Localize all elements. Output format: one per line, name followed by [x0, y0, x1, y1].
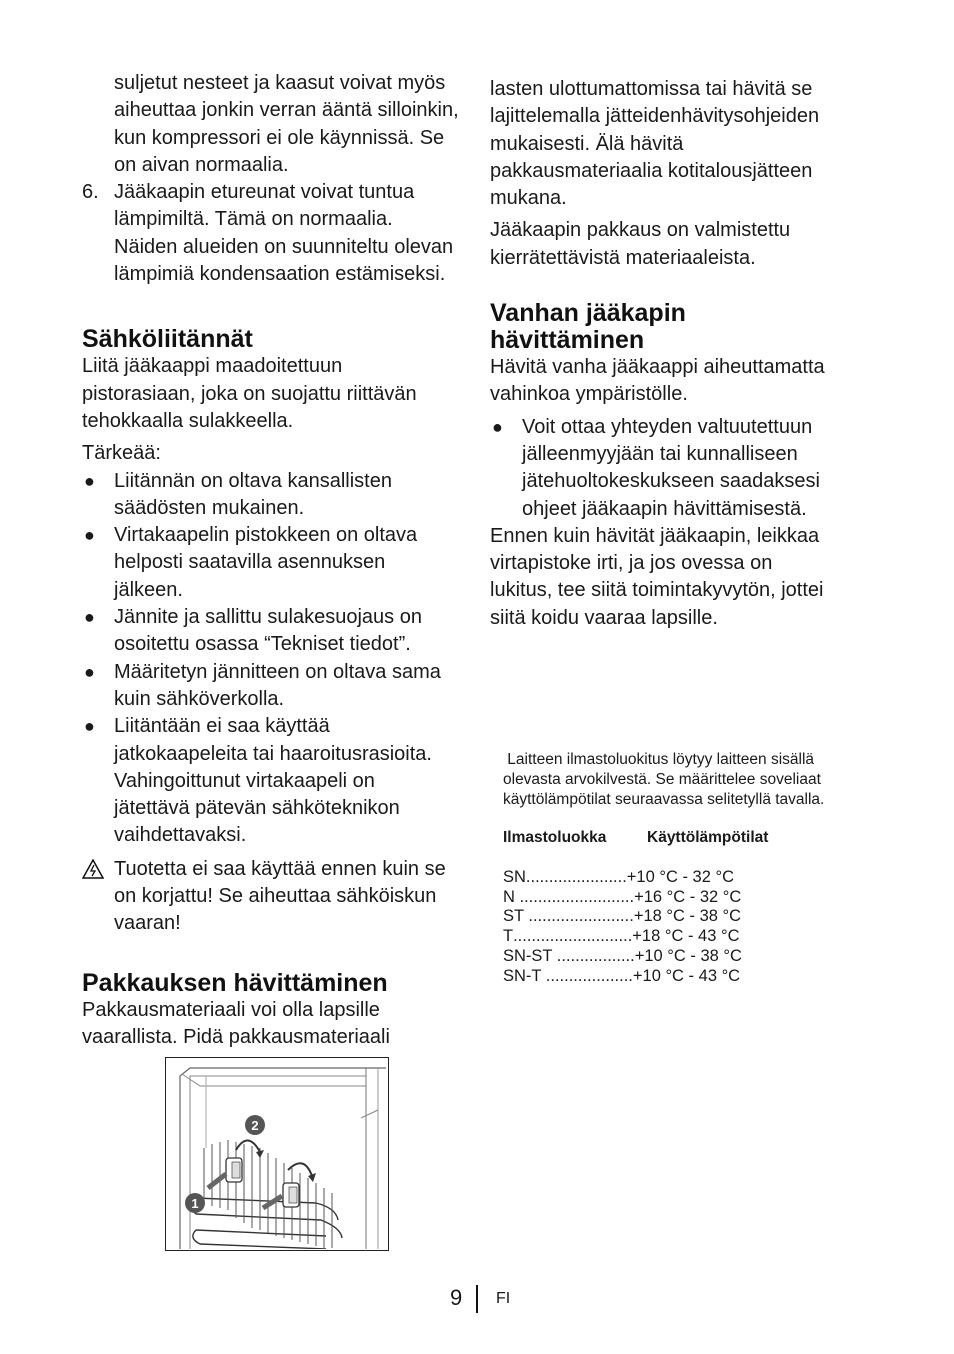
text-line: jatkokaapeleita tai haaroitusrasioita.: [114, 742, 432, 765]
temperature-range: +16 °C - 32 °C: [634, 887, 742, 906]
table-row: [503, 907, 873, 927]
column-header-temperature: Käyttölämpötilat: [647, 829, 769, 846]
bullet-item: [82, 659, 467, 714]
recyclable-paragraph: [490, 217, 865, 272]
left-column: [82, 70, 467, 1051]
text-line: vaihdettavaksi.: [114, 824, 247, 847]
packaging-paragraph: [82, 997, 467, 1052]
door-lock-illustration: [165, 1057, 389, 1251]
table-row: [503, 947, 873, 967]
bullet-item: [82, 713, 467, 849]
text-line: aiheuttaa jonkin verran ääntä silloinkin,: [114, 99, 459, 122]
bullet-icon: ●: [492, 416, 503, 437]
text-line: ohjeet jääkaapin hävittämisestä.: [522, 497, 807, 520]
text-line: Jääkaapin pakkaus on valmistettu: [490, 219, 791, 242]
text-line: lajittelemalla jätteidenhävitysohjeiden: [490, 105, 820, 128]
warning-icon: [82, 859, 104, 887]
text-line: Ennen kuin hävität jääkaapin, leikkaa: [490, 524, 820, 547]
text-line: lämpimiä kondensaation estämiseksi.: [114, 263, 446, 286]
language-code: FI: [496, 1290, 511, 1307]
text-line: Voit ottaa yhteyden valtuutettuun: [522, 415, 813, 438]
temperature-range: +10 °C - 38 °C: [634, 946, 742, 965]
text-line: tehokkaalla sulakkeella.: [82, 409, 294, 432]
text-line: olevasta arvokilvestä. Se määrittelee soveliaat: [503, 771, 821, 788]
packaging-continued: [490, 76, 865, 212]
temperature-range: +10 °C - 32 °C: [626, 868, 734, 886]
leader-dots: .......................: [528, 907, 634, 926]
text-line: Laitteen ilmastoluokitus löytyy laitteen sisällä: [503, 751, 815, 768]
old-fridge-paragraph: [490, 354, 865, 409]
text-line: kierrätettävistä materiaaleista.: [490, 246, 756, 269]
important-label: Tärkeää:: [82, 442, 161, 465]
column-header-class: Ilmastoluokka: [503, 829, 607, 846]
leader-dots: ......................: [525, 868, 627, 886]
section-heading-packaging: Pakkauksen hävittäminen: [82, 968, 388, 997]
text-line: kun kompressori ei ole käynnissä. Se: [114, 126, 445, 149]
text-line: virtapistoke irti, ja jos ovessa on: [490, 552, 773, 575]
text-line: Pakkausmateriaali voi olla lapsille: [82, 998, 380, 1021]
callout-2: [245, 1115, 265, 1135]
text-line: Liitä jääkaappi maadoitettuun: [82, 355, 343, 378]
bullet-item: [490, 414, 865, 523]
text-line: pakkausmateriaalia kotitalousjätteen: [490, 159, 813, 182]
table-row: [503, 888, 873, 908]
text-line: on korjattu! Se aiheuttaa sähköiskun: [114, 885, 437, 908]
climate-class: SN-ST: [503, 946, 557, 965]
text-line: mukana.: [490, 187, 567, 210]
footer-divider: [476, 1285, 478, 1313]
climate-class: N: [503, 887, 520, 906]
section-heading-old-fridge: [490, 300, 865, 354]
climate-table-header: [503, 828, 873, 848]
text-line: jätehuoltokeskukseen saadaksesi: [522, 470, 820, 493]
text-line: jälleenmyyjään tai kunnalliseen: [522, 442, 798, 465]
leader-dots: .................: [556, 946, 635, 965]
climate-table: [503, 868, 873, 986]
temperature-range: +10 °C - 43 °C: [632, 966, 741, 985]
before-disposal-paragraph: [490, 523, 865, 632]
text-line: helposti saatavilla asennuksen: [114, 551, 386, 574]
text-line: vaaran!: [114, 912, 181, 935]
svg-text:1: 1: [191, 1196, 199, 1211]
fridge-back-drawing: [166, 1058, 387, 1249]
numbered-item-6: [82, 179, 467, 288]
bullet-icon: ●: [84, 607, 95, 628]
text-line: Hävitä vanha jääkaappi aiheuttamatta: [490, 356, 825, 379]
text-line: Liitännän on oltava kansallisten: [114, 469, 392, 492]
continued-paragraph: [82, 70, 467, 179]
table-row: [503, 967, 873, 987]
text-line: osoitettu osassa “Tekniset tiedot”.: [114, 633, 411, 656]
leader-dots: ..........................: [513, 927, 633, 946]
text-line: Vahingoittunut virtakaapeli on: [114, 769, 375, 792]
text-line: siitä koidu vaaraa lapsille.: [490, 606, 718, 629]
text-line: käyttölämpötilat seuraavassa selitetyllä tavalla.: [503, 791, 825, 808]
svg-text:2: 2: [251, 1118, 259, 1133]
bullet-icon: ●: [84, 470, 95, 491]
table-row: [503, 927, 873, 947]
electrical-paragraph: [82, 353, 467, 435]
text-line: Jääkaapin etureunat voivat tuntua: [114, 181, 415, 204]
climate-class: ST: [503, 907, 529, 926]
text-line: Liitäntään ei saa käyttää: [114, 715, 330, 738]
callout-1: [185, 1193, 205, 1213]
bullet-item: [82, 522, 467, 604]
text-line: säädösten mukainen.: [114, 496, 305, 519]
climate-class: SN-T: [503, 966, 546, 985]
temperature-range: +18 °C - 38 °C: [633, 907, 742, 926]
temperature-range: +18 °C - 43 °C: [632, 927, 740, 946]
text-line: lukitus, tee siitä toimintakyvytön, jottei: [490, 579, 824, 602]
item-number: 6.: [82, 181, 99, 204]
section-heading-electrical: Sähköliitännät: [82, 325, 253, 354]
text-line: pistorasiaan, joka on suojattu riittävän: [82, 382, 417, 405]
bullet-icon: ●: [84, 525, 95, 546]
page-footer: [0, 1285, 954, 1315]
climate-intro: [503, 750, 873, 810]
text-line: suljetut nesteet ja kaasut voivat myös: [114, 72, 446, 94]
heading-line: hävittäminen: [490, 326, 645, 355]
text-line: kuin sähköverkolla.: [114, 687, 285, 710]
page-number: 9: [450, 1285, 463, 1310]
text-line: mukaisesti. Älä hävitä: [490, 132, 684, 155]
text-line: jätettävä pätevän sähköteknikon: [114, 797, 400, 820]
text-line: lasten ulottumattomissa tai hävitä se: [490, 78, 813, 100]
climate-class: T: [503, 927, 514, 946]
bullet-icon: ●: [84, 716, 95, 737]
text-line: Jännite ja sallittu sulakesuojaus on: [114, 606, 422, 629]
right-column: [490, 76, 865, 632]
bullet-item: [82, 604, 467, 659]
heading-line: Vanhan jääkapin: [490, 299, 686, 328]
text-line: vaarallista. Pidä pakkausmateriaali: [82, 1025, 390, 1048]
climate-class: SN: [503, 868, 526, 886]
text-line: Näiden alueiden on suunniteltu olevan: [114, 235, 454, 258]
text-line: lämpimiltä. Tämä on normaalia.: [114, 208, 393, 231]
leader-dots: ...................: [545, 966, 633, 985]
text-line: jälkeen.: [114, 578, 183, 601]
warning-item: [82, 856, 467, 938]
bullet-icon: ●: [84, 661, 95, 682]
table-row: [503, 868, 873, 888]
text-line: Virtakaapelin pistokkeen on oltava: [114, 524, 418, 547]
climate-class-info: [503, 750, 873, 986]
leader-dots: .........................: [519, 887, 635, 906]
text-line: vahinkoa ympäristölle.: [490, 383, 688, 406]
text-line: Tuotetta ei saa käyttää ennen kuin se: [114, 857, 446, 880]
text-line: Määritetyn jännitteen on oltava sama: [114, 660, 441, 683]
bullet-item: [82, 468, 467, 523]
text-line: on aivan normaalia.: [114, 153, 289, 176]
